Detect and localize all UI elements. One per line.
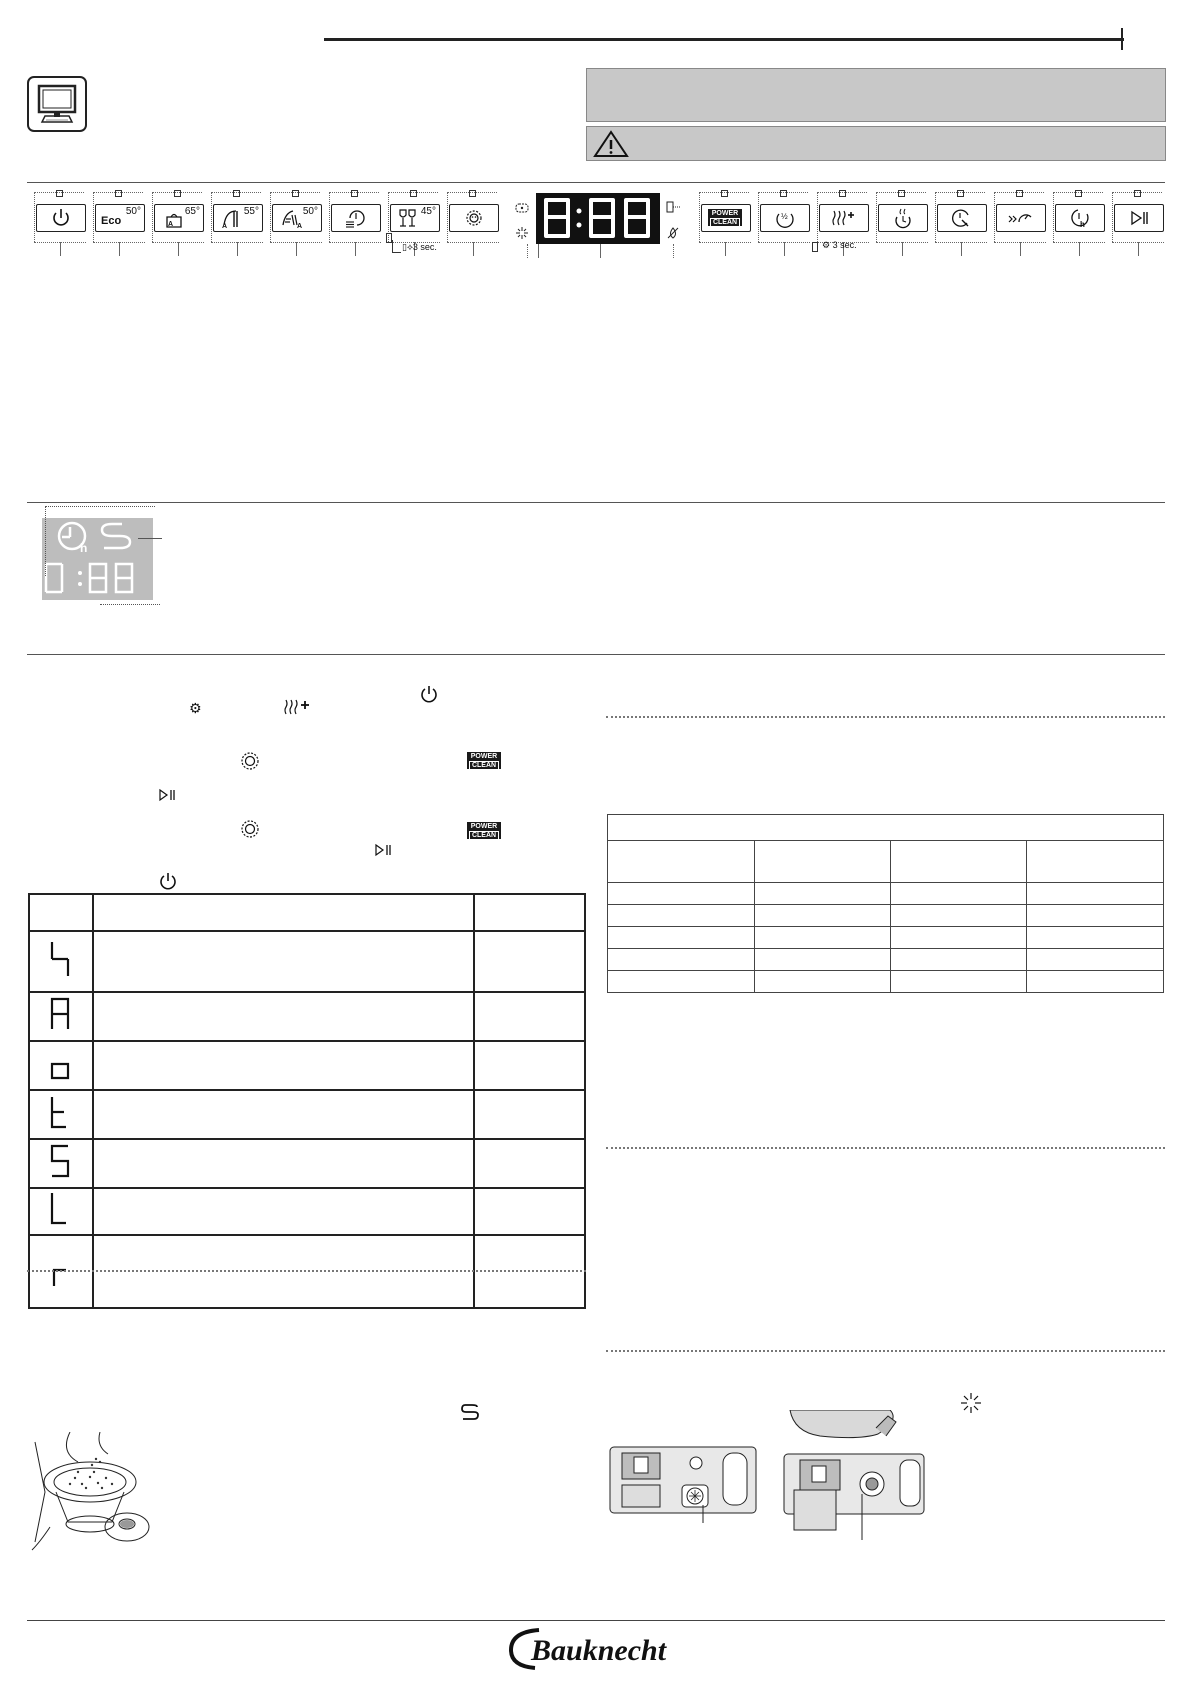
dotted-divider	[606, 716, 1165, 718]
power-icon	[159, 871, 177, 891]
gear-icon: ⚙	[189, 700, 202, 716]
start-pause-button[interactable]	[1108, 190, 1168, 260]
extra-dry-icon	[820, 205, 868, 231]
table-row	[608, 971, 1164, 993]
power-clean-badge	[708, 209, 742, 226]
door-status-icon	[666, 200, 682, 212]
sanitize-icon	[240, 819, 260, 839]
warning-bar	[586, 126, 1166, 161]
eco-button[interactable]	[89, 190, 149, 260]
error-code-S	[29, 1139, 93, 1188]
table-row	[608, 949, 1164, 971]
svg-text:½: ½	[781, 212, 788, 221]
table-row	[29, 931, 585, 992]
section-divider	[27, 502, 1165, 503]
top-rule	[324, 38, 1124, 41]
error-code-A	[29, 992, 93, 1041]
power-clean-line2: CLEAN	[710, 218, 740, 228]
quick-wash-icon	[938, 205, 986, 231]
table-row	[608, 927, 1164, 949]
auto-55-temp: 55°	[243, 206, 259, 217]
monitor-icon	[27, 76, 87, 132]
power-clean-line1: POWER	[711, 210, 739, 217]
warning-icon	[593, 130, 629, 158]
brand-logo	[505, 1622, 690, 1674]
hold-bracket	[392, 240, 401, 253]
svg-text:h: h	[1080, 220, 1085, 229]
section-divider	[27, 654, 1165, 655]
power-clean-badge	[467, 822, 501, 839]
intensive-temp: 65°	[184, 206, 200, 217]
on-off-button[interactable]	[30, 190, 90, 260]
half-load-option-button[interactable]	[754, 190, 814, 260]
led-indicator	[56, 190, 63, 197]
power-clean-badge	[467, 752, 501, 769]
hold-note-left	[402, 242, 437, 253]
auto-55-button[interactable]	[207, 190, 267, 260]
table-row	[608, 883, 1164, 905]
table-row	[29, 1090, 585, 1139]
dispenser-illustration	[608, 1445, 758, 1523]
table-row	[29, 1041, 585, 1090]
auto-50-temp: 50°	[302, 206, 318, 217]
quick-button[interactable]	[931, 190, 991, 260]
sanitize-icon	[450, 205, 498, 231]
key-lock-icon: ▯⟡	[402, 242, 413, 252]
top-rule-tick	[1121, 28, 1123, 50]
half-load-button[interactable]	[325, 190, 385, 260]
extra-dry-icon	[283, 698, 313, 716]
hold-led-right	[812, 242, 818, 252]
svg-text:A: A	[297, 223, 303, 230]
intensive-button[interactable]	[148, 190, 208, 260]
power-clean-line1: POWER	[470, 823, 498, 830]
hold-note-right-text: 3 sec.	[832, 240, 857, 250]
delay-button[interactable]	[1049, 190, 1109, 260]
table-row	[29, 992, 585, 1041]
display-detail	[42, 518, 153, 600]
dispenser-open-illustration	[780, 1410, 930, 1540]
prewash-icon	[879, 205, 927, 231]
power-icon	[37, 205, 85, 231]
power-icon	[420, 684, 438, 704]
error-code-t	[29, 1090, 93, 1139]
water-off-icon	[666, 226, 680, 240]
error-code-table	[28, 893, 586, 1309]
water-hardness-table	[607, 814, 1164, 993]
auto-50-button[interactable]	[266, 190, 326, 260]
table-row	[608, 905, 1164, 927]
rinse-aid-status-icon	[515, 200, 529, 210]
dotted-divider	[606, 1147, 1165, 1149]
play-pause-icon	[374, 843, 394, 857]
sanitize-icon	[240, 751, 260, 771]
error-code-h	[29, 931, 93, 992]
table-row	[29, 1139, 585, 1188]
dotted-divider	[606, 1350, 1165, 1352]
svg-text:A: A	[168, 221, 174, 228]
filter-illustration	[30, 1432, 160, 1552]
play-pause-icon	[158, 788, 178, 802]
svg-text:h: h	[80, 541, 88, 555]
gear-icon: ⚙	[822, 240, 831, 250]
hold-note-left-text: 3 sec.	[412, 242, 437, 252]
pre-wash-button[interactable]	[872, 190, 932, 260]
eco-label: Eco	[101, 215, 122, 227]
salt-icon	[460, 1403, 480, 1421]
table-row	[29, 1188, 585, 1235]
dotted-divider	[27, 1270, 586, 1272]
power-clean-line1: POWER	[470, 753, 498, 760]
half-load-icon	[332, 205, 380, 231]
svg-text:Bauknecht: Bauknecht	[531, 1634, 667, 1667]
eco-temp: 50°	[125, 206, 141, 217]
play-pause-icon	[1115, 205, 1163, 231]
header-banner	[586, 68, 1166, 122]
rinse-aid-icon	[960, 1392, 982, 1414]
hold-note-right	[822, 240, 857, 251]
section-divider	[27, 182, 1165, 183]
digit-display	[536, 193, 660, 244]
power-clean-line2: CLEAN	[469, 831, 499, 841]
hygiene-button[interactable]	[443, 190, 503, 260]
power-clean-line2: CLEAN	[469, 761, 499, 771]
delay-start-icon	[1056, 205, 1104, 231]
express-button[interactable]	[990, 190, 1050, 260]
button-face[interactable]	[36, 204, 86, 232]
salt-status-icon	[515, 226, 529, 240]
express-icon	[997, 205, 1045, 231]
glass-temp: 45°	[420, 206, 436, 217]
error-code-L	[29, 1188, 93, 1235]
svg-text:A: A	[222, 223, 228, 230]
half-load-option-icon	[761, 205, 809, 231]
power-clean-button[interactable]	[695, 190, 755, 260]
error-code-o	[29, 1041, 93, 1090]
footer-rule	[27, 1620, 1165, 1621]
